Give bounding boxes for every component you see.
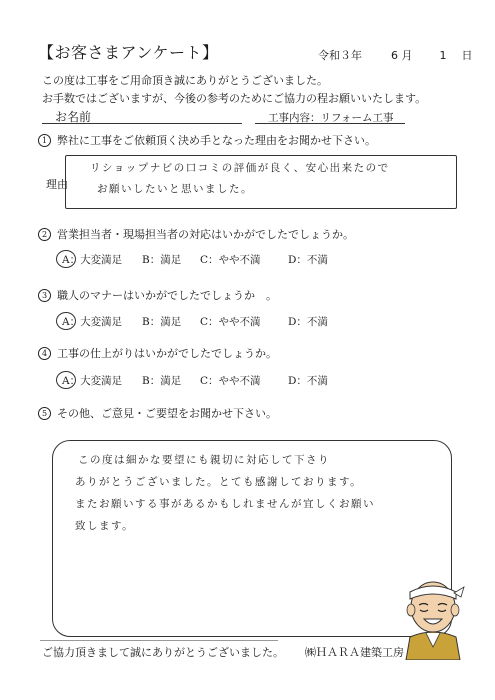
question-3-option-d: D：不満 [288, 316, 328, 328]
question-2-option-c: C：やや不満 [200, 254, 261, 266]
question-5 [38, 405, 277, 421]
question-4-number: 4 [38, 347, 51, 360]
reason-label: 理由 [46, 178, 68, 191]
question-2-option-d: D：不満 [288, 254, 328, 266]
question-2-option-a: A：大変満足 [62, 254, 123, 266]
comments-box [52, 440, 452, 637]
carpenter-mascot-icon [398, 565, 468, 660]
footer-thanks: ご協力頂きまして誠にありがとうございました。 [42, 646, 284, 659]
comment-line-2: ありがとうございました。とても感謝しております。 [75, 476, 363, 488]
comment-line-3: またお願いする事があるかもしれませんが宜しくお願い [75, 498, 375, 510]
question-3-option-c: C：やや不満 [200, 316, 261, 328]
survey-title: 【お客さまアンケート】 [38, 43, 219, 62]
comment-line-1: この度は細かな要望にも親切に対応して下さり [78, 454, 330, 466]
date-day-unit: 日 [461, 49, 473, 62]
date-era: 令和３年 [318, 49, 362, 62]
reason-answer-line-1: リショップナビの口コミの評価が良く、安心出来たので [90, 162, 390, 174]
question-4-option-b: B：満足 [142, 375, 182, 387]
intro-line-1: この度は工事をご用命頂き誠にありがとうございました。 [42, 74, 328, 87]
construction-content: 工事内容：リフォーム工事 [268, 112, 394, 124]
question-3-number: 3 [38, 289, 51, 302]
intro-line-2: お手数ではございますが、今後の参考のためにご協力の程お願いいたします。 [42, 92, 427, 105]
date [318, 47, 473, 63]
question-2-text: 営業担当者・現場担当者の対応はいかがでしたでしょうか。 [57, 228, 354, 241]
name-underline [42, 123, 242, 124]
question-1-number: 1 [38, 134, 51, 147]
question-3-text: 職人のマナーはいかがでしたでしょうか 。 [57, 289, 277, 302]
date-month-unit: 月 [401, 49, 413, 62]
date-day: 1 [439, 49, 447, 62]
question-4-text: 工事の仕上がりはいかがでしたでしょうか。 [57, 347, 277, 360]
question-5-text: その他、ご意見・ご要望をお聞かせ下さい。 [57, 407, 277, 420]
question-3 [38, 287, 277, 303]
question-4 [38, 345, 277, 361]
question-3-option-a: A：大変満足 [62, 316, 123, 328]
comment-line-4: 致します。 [75, 520, 135, 532]
question-4-option-a: A：大変満足 [62, 375, 123, 387]
construction-underline [255, 123, 405, 124]
footer-divider-left [40, 640, 278, 641]
question-2-number: 2 [38, 228, 51, 241]
question-2 [38, 226, 354, 242]
question-5-number: 5 [38, 407, 51, 420]
question-4-option-c: C：やや不満 [200, 375, 261, 387]
date-month: 6 [391, 49, 398, 62]
name-label: お名前 [55, 110, 92, 124]
question-2-option-b: B：満足 [142, 254, 182, 266]
question-3-option-b: B：満足 [142, 316, 182, 328]
question-1 [38, 132, 376, 148]
question-4-option-d: D：不満 [288, 375, 328, 387]
reason-answer-line-2: お願いしたいと思いました。 [97, 183, 253, 195]
company-name: ㈱ＨＡＲＡ建築工房 [305, 646, 404, 659]
question-1-text: 弊社に工事をご依頼頂く決め手となった理由をお聞かせ下さい。 [57, 134, 376, 147]
